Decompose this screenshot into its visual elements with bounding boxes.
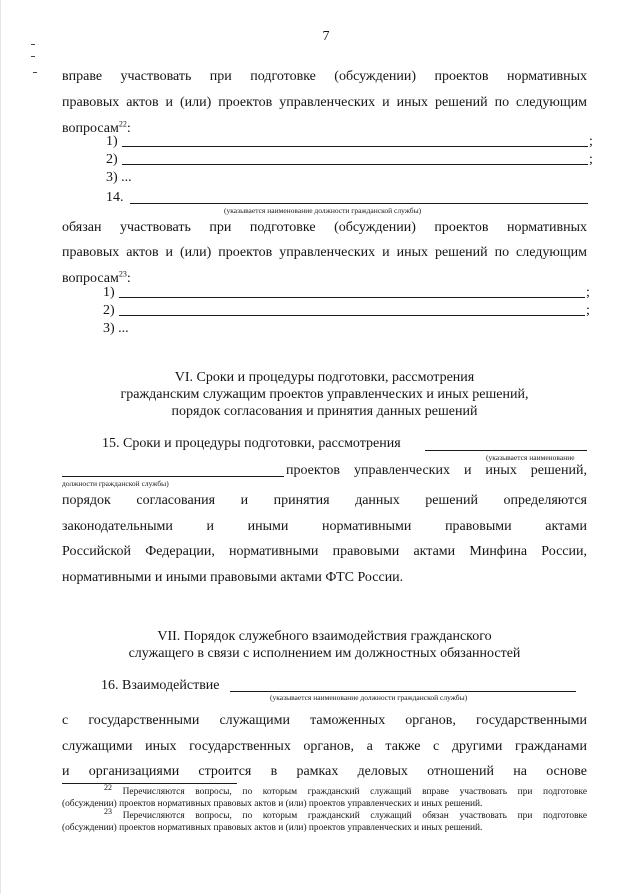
paragraph-line: и организациями строится в рамках деловых отношений на основе [62, 764, 587, 779]
paragraph-text: : [126, 271, 131, 286]
footnote-line [62, 782, 588, 798]
paragraph-start: 16. Взаимодействие [101, 678, 220, 693]
paragraph-line: Российской Федерации, нормативными правовыми актами Минфина России, [62, 544, 587, 559]
scan-edge [0, 0, 1, 894]
paragraph-line: обязан участвовать при подготовке (обсуждении) проектов нормативных [62, 220, 587, 235]
footnote-number: 23 [104, 806, 112, 816]
paragraph-line [62, 270, 131, 287]
fill-line [425, 450, 587, 451]
paragraph-line: служащими иных государственных органов, а также с другими гражданами [62, 739, 587, 754]
list-item-end: ; [589, 134, 593, 149]
footnote-text: Перечисляются вопросы, по которым гражданский служащий обязан участвовать при подготовке [122, 811, 587, 821]
line-caption: (указывается наименование [486, 453, 575, 462]
footnote-ref: 23 [118, 269, 127, 279]
fill-line [122, 146, 588, 147]
list-item-label: 2) [103, 303, 115, 318]
line-caption: (указывается наименование должности гражданской службы) [224, 206, 422, 215]
footnote-line: (обсуждении) проектов нормативных правовых актов и (или) проектов управленческих и иных решений. [62, 799, 483, 809]
paragraph-line [62, 120, 131, 137]
fill-line [119, 297, 585, 298]
scan-mark [31, 44, 35, 45]
list-item-end: ; [586, 303, 590, 318]
paragraph-text: вопросам [62, 271, 119, 286]
paragraph-line: порядок согласования и принятия данных решений определяются [62, 493, 587, 508]
paragraph-line: правовых актов и (или) проектов управленческих и иных решений по следующим [62, 95, 587, 110]
paragraph-text: вопросам [62, 121, 119, 136]
page-number: 7 [322, 29, 330, 44]
line-caption: (указывается наименование должности гражданской службы) [270, 693, 468, 702]
list-item-end: ; [589, 152, 593, 167]
fill-line [62, 476, 284, 477]
section-heading: порядок согласования и принятия данных решений [171, 404, 478, 419]
item-number: 14. [106, 190, 124, 205]
fill-line [122, 164, 588, 165]
fill-line [130, 203, 588, 204]
paragraph-line: с государственными служащими таможенных органов, государственными [62, 713, 587, 728]
list-item-end: ; [586, 285, 590, 300]
paragraph-line: правовых актов и (или) проектов управленческих и иных решений по следующим [62, 245, 587, 260]
section-heading: VI. Сроки и процедуры подготовки, рассмотрения [174, 370, 475, 385]
footnote-ref: 22 [118, 119, 127, 129]
paragraph-line: вправе участвовать при подготовке (обсуждении) проектов нормативных [62, 69, 587, 84]
section-heading: VII. Порядок служебного взаимодействия гражданского [157, 629, 492, 644]
line-caption: должности гражданской службы) [62, 479, 169, 488]
section-heading: служащего в связи с исполнением им должностных обязанностей [128, 646, 521, 661]
paragraph-line: проектов управленческих и иных решений, [286, 463, 587, 478]
list-item-label: 3) ... [106, 170, 132, 185]
section-heading: гражданским служащим проектов управленческих и иных решений, [120, 387, 529, 402]
paragraph-line: законодательными и иными нормативными правовыми актами [62, 519, 587, 534]
paragraph-line: нормативными и иными правовыми актами ФТС России. [62, 570, 404, 585]
scan-mark [33, 72, 37, 73]
list-item-label: 1) [103, 285, 115, 300]
footnote-number: 22 [104, 782, 112, 792]
paragraph-text: : [126, 121, 131, 136]
scan-mark [31, 56, 35, 57]
footnote-line [62, 806, 587, 822]
list-item-label: 1) [106, 134, 118, 149]
list-item-label: 2) [106, 152, 118, 167]
fill-line [119, 315, 585, 316]
footnote-line: (обсуждении) проектов нормативных правовых актов и (или) проектов управленческих и иных решений. [62, 823, 483, 833]
fill-line [230, 691, 576, 692]
footnote-separator [62, 783, 237, 784]
list-item-label: 3) ... [103, 321, 129, 336]
footnote-text: Перечисляются вопросы, по которым гражданский служащий вправе участвовать при подготовке [122, 787, 588, 797]
paragraph-start: 15. Сроки и процедуры подготовки, рассмотрения [102, 436, 401, 451]
